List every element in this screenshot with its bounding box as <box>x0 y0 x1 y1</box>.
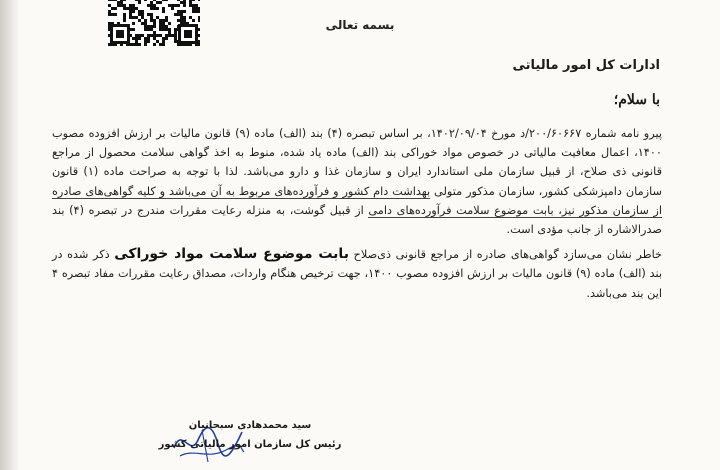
paragraph-2-lead: خاطر نشان می‌سازد گواهی‌های صادره از مراجع قانونی ذی‌صلاح <box>353 248 663 262</box>
letter-body <box>52 124 662 303</box>
page-edge-shadow <box>0 0 20 470</box>
signature-block <box>150 420 350 450</box>
paragraph-1-tail: از قبیل گوشت، به منزله رعایت مقررات مندرج در تبصره (۴) بند صدرالاشاره از جانب مؤدی است. <box>52 203 662 237</box>
basmala-heading: بسمه تعالی <box>325 18 395 32</box>
recipient-line: ادارات کل امور مالیاتی <box>512 58 660 73</box>
emphasized-phrase: بابت موضوع سلامت مواد خوراکی <box>114 246 349 263</box>
paragraph-1 <box>52 124 662 239</box>
signatory-title: رئیس کل سازمان امور مالیاتی کشور <box>158 439 342 450</box>
underlined-phrase: بهداشت دام کشور و فرآورده‌های مربوط به آن می‌باشد و کلیه گواهی‌های صادره از سازمان مذکور نیز، بابت موضوع سلامت فرآورده‌های دامی <box>52 184 663 217</box>
paragraph-2 <box>52 245 662 303</box>
signatory-name: سید محمدهادی سبحانیان <box>188 420 312 431</box>
paragraph-1-text: پیرو نامه شماره ۲۰۰/۶۰۶۶۷/د مورخ ۱۴۰۲/۰۹/۰۴، بر اساس تبصره (۴) بند (الف) ماده (۹) قانون مالیات بر ارزش افزوده مصوب ۱۴۰۰، اعمال معافیت مالیاتی در خصوص مواد خوراکی بند (الف) ماده یاد شده، منوط به اخذ گواهی سلامت محصول از مراجع قانونی ذی صلاح، از قبیل سازمان ملی استاندارد ایران و سازمان غذا و دارو می‌باشد. لذا با توجه به صراحت ماده (۱) قانون سازمان دامپزشکی کشور، سازمان مذکور متولی <box>52 127 663 198</box>
greeting: با سلام؛ <box>613 92 660 108</box>
paragraph-2-tail: ذکر شده در بند (الف) ماده (۹) قانون مالیات بر ارزش افزوده مصوب ۱۴۰۰، جهت ترخیص هنگام واردات، مصداق رعایت مقررات مفاد تبصره ۴ این بند می‌باشد. <box>52 248 663 300</box>
